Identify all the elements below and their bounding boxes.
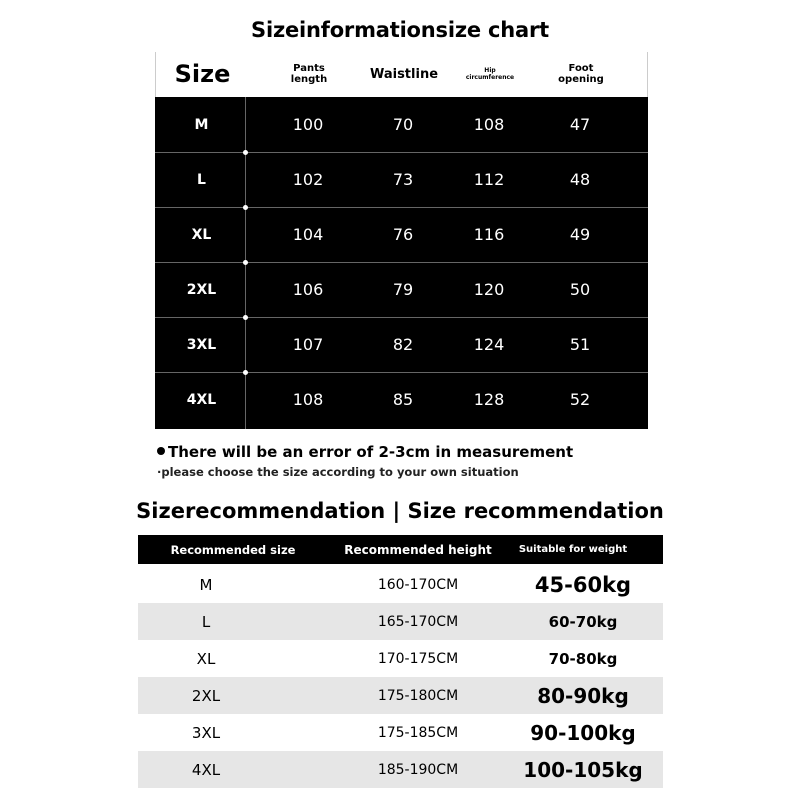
cell-suitable-weight: 90-100kg xyxy=(530,720,636,745)
table-row xyxy=(155,152,648,207)
choose-size-note: ·please choose the size according to your own situation xyxy=(157,465,519,479)
cell-recommended-size: 2XL xyxy=(191,686,221,705)
table-row xyxy=(138,751,663,788)
table-row xyxy=(155,97,648,152)
recommendation-title: Sizerecommendation | Size recommendation xyxy=(136,499,664,523)
table-row xyxy=(155,207,648,262)
cell-hip: 128 xyxy=(473,390,505,409)
cell-recommended-size: M xyxy=(199,575,213,594)
cell-recommended-size: XL xyxy=(196,649,216,668)
cell-recommended-height: 185-190CM xyxy=(377,761,459,778)
cell-recommended-size: L xyxy=(201,612,211,631)
table-row xyxy=(155,317,648,372)
cell-waistline: 85 xyxy=(392,390,414,409)
table-row xyxy=(155,372,648,427)
header-recommended-size: Recommended size xyxy=(170,542,296,557)
cell-waistline: 76 xyxy=(392,225,414,244)
cell-foot-opening: 47 xyxy=(569,115,591,134)
cell-foot-opening: 52 xyxy=(569,390,591,409)
table-row xyxy=(138,677,663,714)
header-waistline: Waistline xyxy=(369,66,439,82)
cell-pants-length: 100 xyxy=(292,115,324,134)
cell-size: 4XL xyxy=(186,391,217,408)
cell-suitable-weight: 70-80kg xyxy=(548,649,618,668)
table-row xyxy=(138,566,663,603)
cell-hip: 116 xyxy=(473,225,505,244)
cell-recommended-size: 4XL xyxy=(191,760,221,779)
cell-suitable-weight: 100-105kg xyxy=(523,757,643,782)
cell-hip: 124 xyxy=(473,335,505,354)
cell-recommended-size: 3XL xyxy=(191,723,221,742)
measurement-error-note xyxy=(157,443,573,461)
cell-suitable-weight: 60-70kg xyxy=(548,612,618,631)
table-row xyxy=(138,714,663,751)
recommendation-header xyxy=(138,535,663,564)
size-chart-header xyxy=(155,52,648,97)
cell-size: 3XL xyxy=(186,336,217,353)
cell-recommended-height: 175-180CM xyxy=(377,687,459,704)
header-pants-length: Pants length xyxy=(290,63,328,85)
cell-waistline: 79 xyxy=(392,280,414,299)
cell-pants-length: 108 xyxy=(292,390,324,409)
header-size: Size xyxy=(174,59,231,88)
header-suitable-weight: Suitable for weight xyxy=(518,544,628,555)
table-row xyxy=(138,603,663,640)
cell-hip: 108 xyxy=(473,115,505,134)
cell-waistline: 70 xyxy=(392,115,414,134)
cell-pants-length: 104 xyxy=(292,225,324,244)
cell-recommended-height: 165-170CM xyxy=(377,613,459,630)
table-row xyxy=(138,640,663,677)
measurement-error-text: There will be an error of 2-3cm in measurement xyxy=(168,443,574,461)
cell-waistline: 82 xyxy=(392,335,414,354)
cell-foot-opening: 49 xyxy=(569,225,591,244)
cell-hip: 112 xyxy=(473,170,505,189)
table-row xyxy=(155,262,648,317)
header-hip-circumference: Hip circumference xyxy=(465,67,515,81)
bullet-icon xyxy=(157,447,165,455)
cell-size: XL xyxy=(191,226,212,243)
cell-foot-opening: 48 xyxy=(569,170,591,189)
cell-waistline: 73 xyxy=(392,170,414,189)
cell-suitable-weight: 80-90kg xyxy=(537,683,629,708)
header-foot-opening: Foot opening xyxy=(558,63,604,85)
cell-suitable-weight: 45-60kg xyxy=(534,572,632,597)
cell-recommended-height: 160-170CM xyxy=(377,576,459,593)
size-chart-table xyxy=(155,52,648,429)
cell-foot-opening: 51 xyxy=(569,335,591,354)
size-chart-body xyxy=(155,97,648,429)
cell-size: 2XL xyxy=(186,281,217,298)
size-chart-title: Sizeinformationsize chart xyxy=(251,18,549,42)
cell-size: L xyxy=(197,171,206,188)
cell-pants-length: 102 xyxy=(292,170,324,189)
cell-hip: 120 xyxy=(473,280,505,299)
cell-pants-length: 107 xyxy=(292,335,324,354)
cell-foot-opening: 50 xyxy=(569,280,591,299)
cell-pants-length: 106 xyxy=(292,280,324,299)
cell-recommended-height: 175-185CM xyxy=(377,724,459,741)
header-recommended-height: Recommended height xyxy=(344,542,492,557)
cell-size: M xyxy=(194,116,209,133)
cell-recommended-height: 170-175CM xyxy=(377,650,459,667)
